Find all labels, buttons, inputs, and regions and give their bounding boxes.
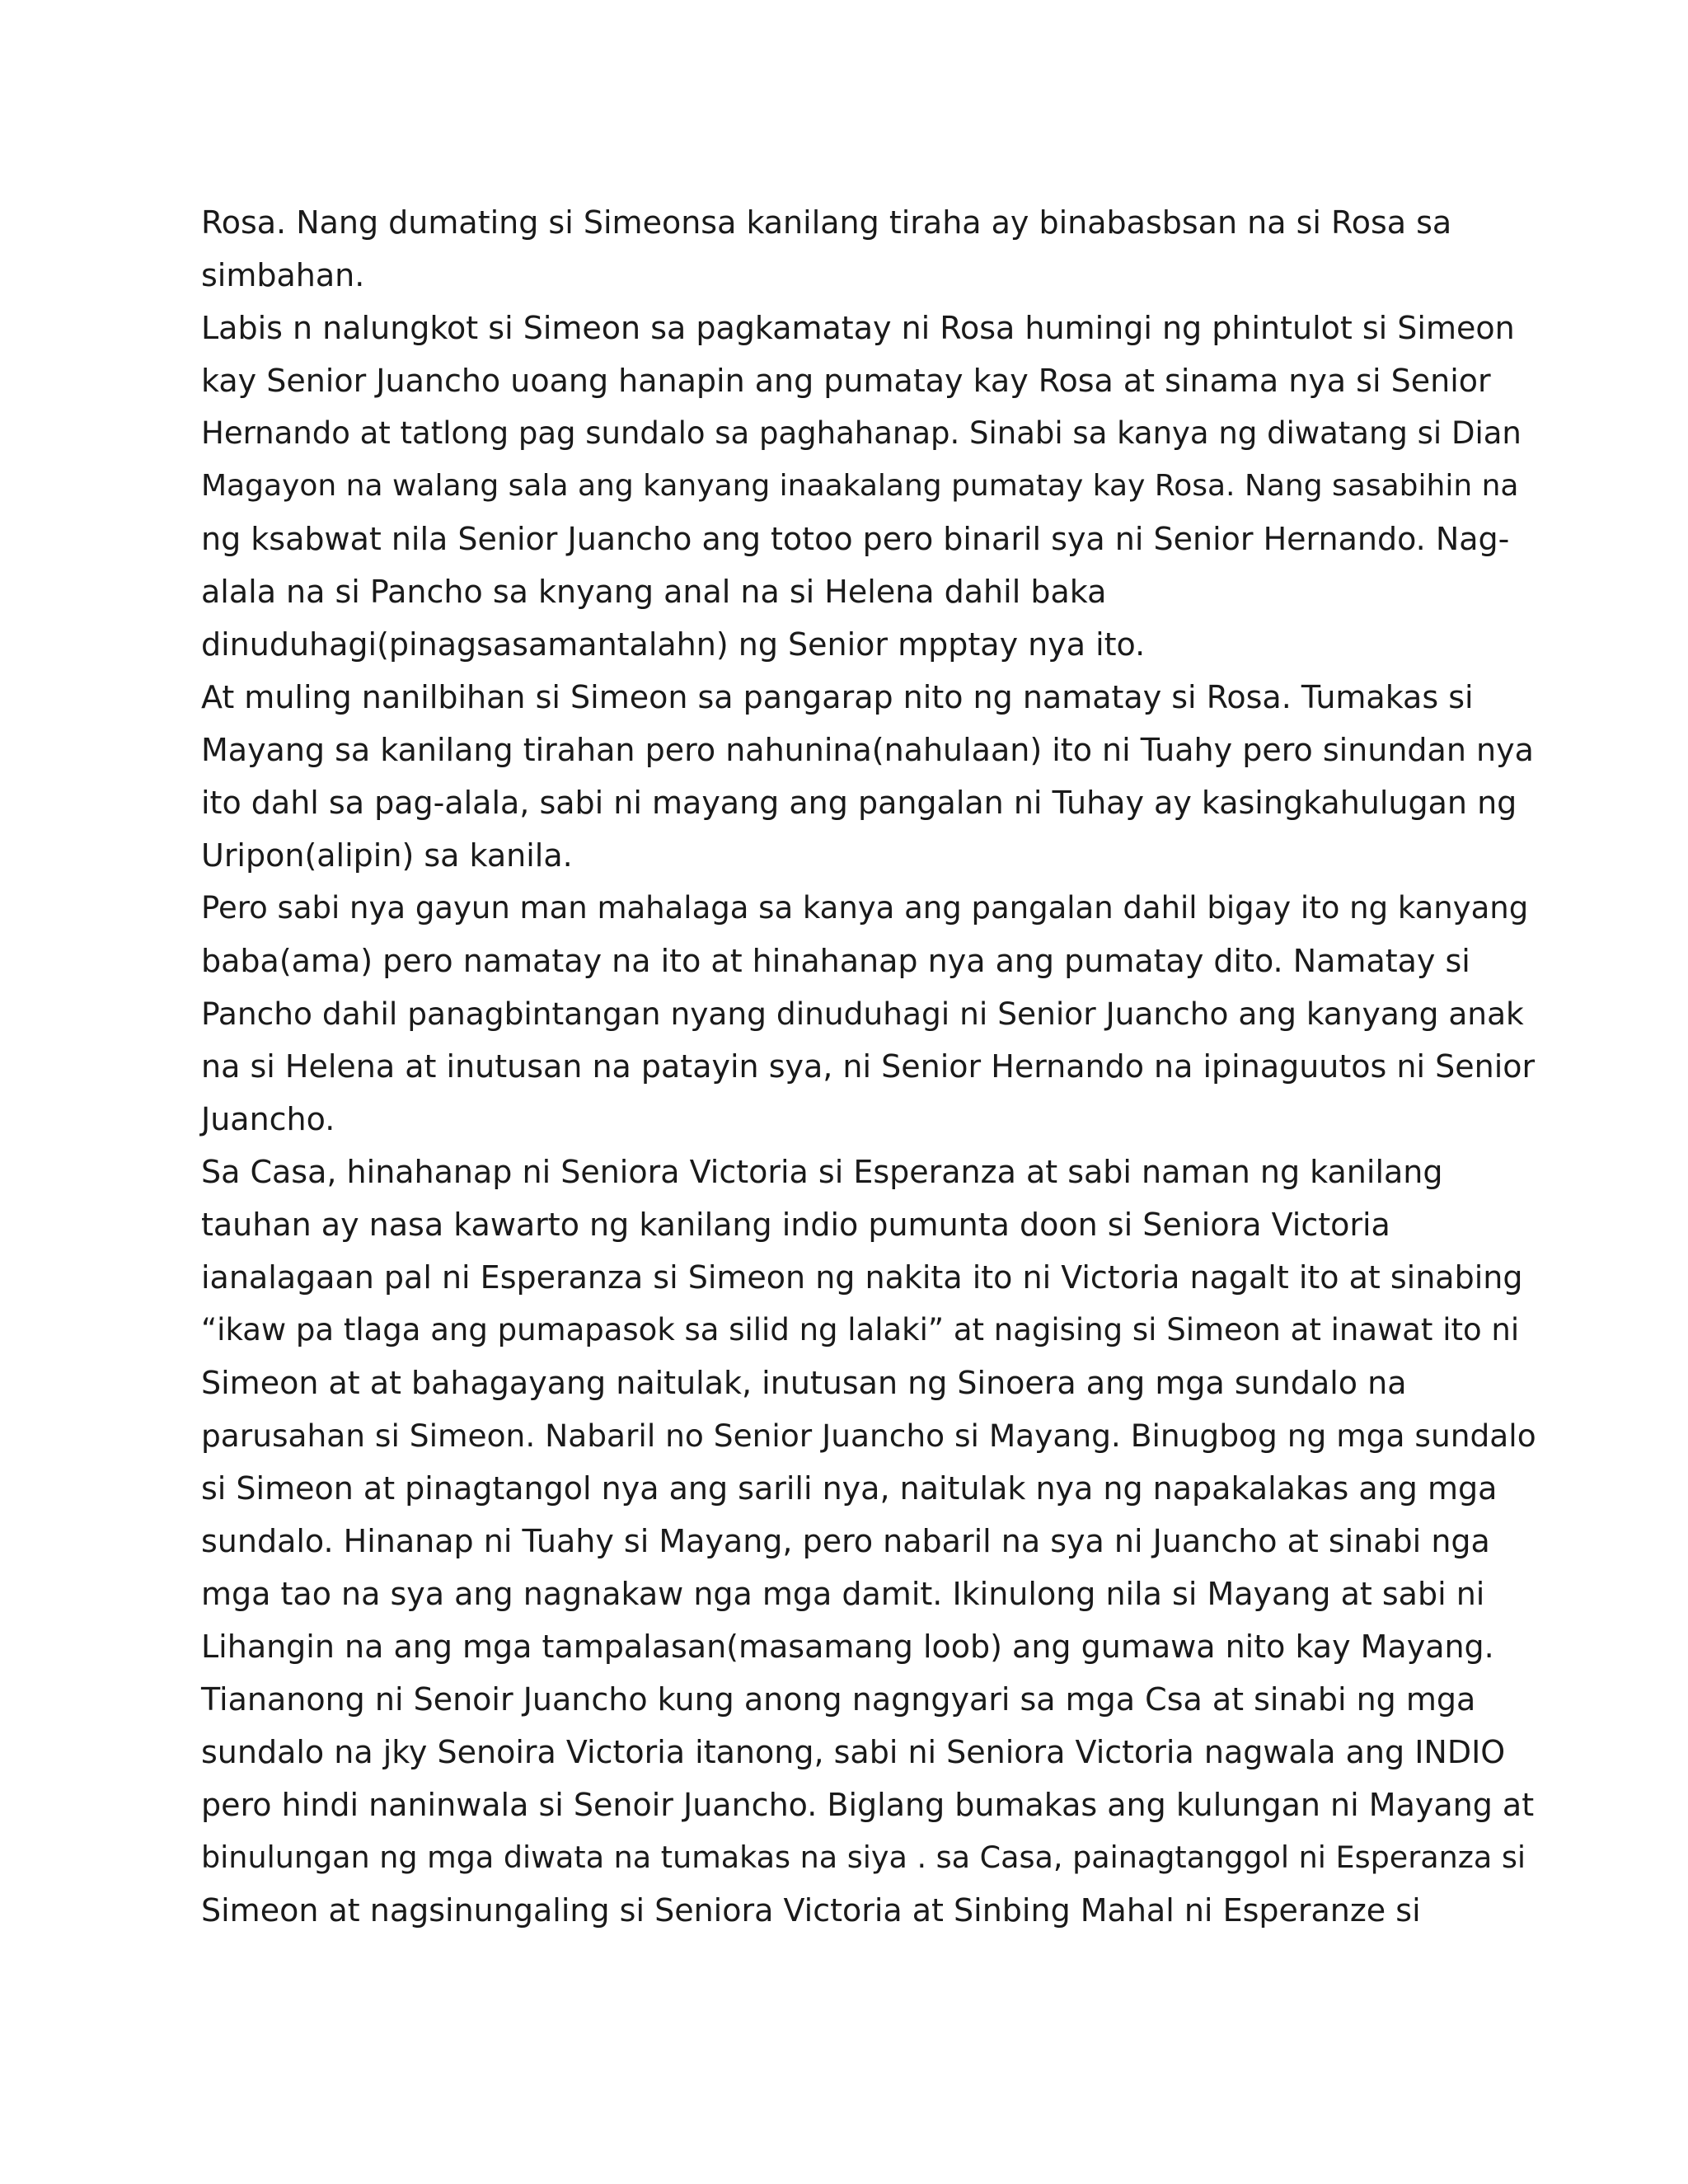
text-line: Tiananong ni Senoir Juancho kung anong nagngyari sa mga Csa at sinabi ng mga [201,1681,1476,1718]
text-line: pero hindi naninwala si Senoir Juancho. Biglang bumakas ang kulungan ni Mayang at [201,1787,1535,1823]
text-line: ianalagaan pal ni Esperanza si Simeon ng nakita ito ni Victoria nagalt ito at sinabing [201,1259,1523,1296]
text-line: ito dahl sa pag-alala, sabi ni mayang ang pangalan ni Tuhay ay kasingkahulugan ng [201,785,1517,821]
text-line: Simeon at nagsinungaling si Seniora Victoria at Sinbing Mahal ni Esperanze si [201,1892,1421,1929]
text-line: na si Helena at inutusan na patayin sya, ni Senior Hernando na ipinaguutos ni Senior [201,1048,1536,1085]
text-line: Rosa. Nang dumating si Simeonsa kanilang tiraha ay binabasbsan na si Rosa sa [201,204,1452,241]
text-line: simbahan. [201,257,365,293]
text-line: si Simeon at pinagtangol nya ang sarili nya, naitulak nya ng napakalakas ang mga [201,1470,1498,1507]
text-line: “ikaw pa tlaga ang pumapasok sa silid ng lalaki” at nagising si Simeon at inawat ito ni [201,1312,1520,1347]
text-line: ng ksabwat nila Senior Juancho ang totoo pero binaril sya ni Senior Hernando. Nag- [201,521,1510,557]
text-line: baba(ama) pero namatay na ito at hinahanap nya ang pumatay dito. Namatay si [201,943,1470,979]
text-line: tauhan ay nasa kawarto ng kanilang indio pumunta doon si Seniora Victoria [201,1207,1390,1243]
text-line: Uripon(alipin) sa kanila. [201,837,573,874]
text-line: binulungan ng mga diwata na tumakas na siya . sa Casa, painagtanggol ni Esperanza si [201,1840,1526,1875]
text-line: Labis n nalungkot si Simeon sa pagkamatay ni Rosa humingi ng phintulot si Simeon [201,310,1515,346]
text-line: kay Senior Juancho uoang hanapin ang pumatay kay Rosa at sinama nya si Senior [201,363,1491,399]
text-line: Pero sabi nya gayun man mahalaga sa kanya ang pangalan dahil bigay ito ng kanyang [201,890,1529,926]
text-line: Sa Casa, hinahanap ni Seniora Victoria si Esperanza at sabi naman ng kanilang [201,1154,1443,1190]
text-line: Pancho dahil panagbintangan nyang dinuduhagi ni Senior Juancho ang kanyang anak [201,996,1524,1032]
text-line: Juancho. [201,1101,335,1137]
text-line: Mayang sa kanilang tirahan pero nahunina(nahulaan) ito ni Tuahy pero sinundan nya [201,732,1534,768]
text-line: alala na si Pancho sa knyang anal na si Helena dahil baka [201,574,1107,610]
text-line: mga tao na sya ang nagnakaw nga mga damit. Ikinulong nila si Mayang at sabi ni [201,1576,1485,1612]
text-line: Hernando at tatlong pag sundalo sa paghahanap. Sinabi sa kanya ng diwatang si Dian [201,415,1522,451]
document-body-text [201,196,1536,1937]
text-line: Simeon at at bahagayang naitulak, inutusan ng Sinoera ang mga sundalo na [201,1365,1407,1401]
text-line: sundalo na jky Senoira Victoria itanong, sabi ni Seniora Victoria nagwala ang INDIO [201,1734,1506,1770]
text-line: At muling nanilbihan si Simeon sa pangarap nito ng namatay si Rosa. Tumakas si [201,679,1474,715]
text-line: parusahan si Simeon. Nabaril no Senior Juancho si Mayang. Binugbog ng mga sundalo [201,1418,1536,1454]
text-line: sundalo. Hinanap ni Tuahy si Mayang, pero nabaril na sya ni Juancho at sinabi nga [201,1523,1490,1559]
text-line: dinuduhagi(pinagsasamantalahn) ng Senior mpptay nya ito. [201,626,1146,663]
text-line: Lihangin na ang mga tampalasan(masamang loob) ang gumawa nito kay Mayang. [201,1629,1494,1665]
text-line: Magayon na walang sala ang kanyang inaakalang pumatay kay Rosa. Nang sasabihin na [201,469,1519,503]
